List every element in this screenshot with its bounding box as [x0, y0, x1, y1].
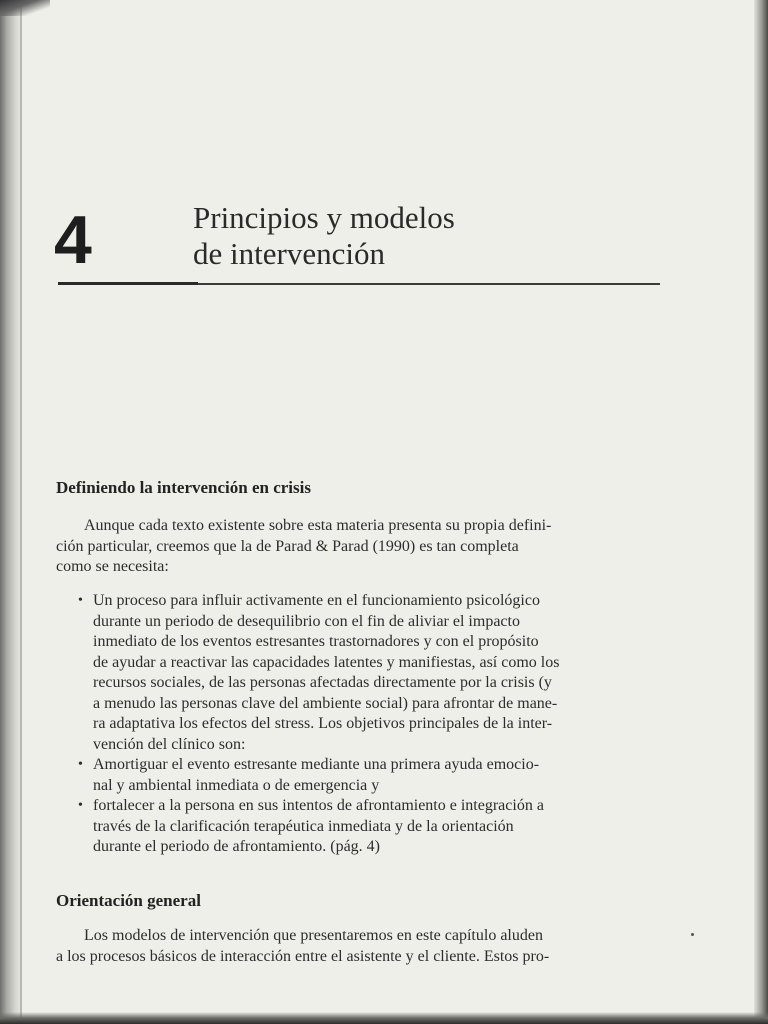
paragraph-line: Aunque cada texto existente sobre esta materia presenta su propia defini- [84, 517, 552, 534]
chapter-title-line: de intervención [193, 236, 385, 271]
title-rule-accent [58, 282, 198, 285]
bullet-line: • Un proceso para influir activamente en el funcionamiento psicológico [93, 592, 540, 609]
bullet-item [76, 591, 672, 755]
paragraph-line: a los procesos básicos de interacción entre el asistente y el cliente. Estos pro- [56, 947, 550, 965]
bullet-line: durante el periodo de afrontamiento. (pág. 4) [93, 838, 380, 855]
page-bottom-edge-shadow [0, 1012, 768, 1024]
bullet-line: • Amortiguar el evento estresante mediante una primera ayuda emocio- [93, 756, 540, 773]
bullet-line: ra adaptativa los efectos del stress. Los objetivos principales de la inter- [93, 715, 553, 732]
intro-paragraph [56, 516, 672, 578]
bullet-line: recursos sociales, de las personas afectadas directamente por la crisis (y [93, 674, 552, 691]
scan-speck [691, 933, 694, 936]
page-left-edge-shadow [0, 0, 22, 1024]
binding-line [20, 0, 22, 1024]
bullet-line: vención del clínico son: [93, 735, 246, 753]
bullet-line: través de la clarificación terapéutica inmediata y de la orientación [93, 817, 514, 835]
bullet-line: inmediato de los eventos estresantes trastornadores y con el propósito [93, 633, 539, 650]
section-heading-orientacion: Orientación general [56, 891, 201, 910]
bullet-line: nal y ambiental inmediata o de emergencia y [93, 776, 380, 794]
paragraph-line: ción particular, creemos que la de Parad & Parad (1990) es tan completa [56, 537, 519, 555]
bullet-item [76, 796, 672, 858]
bullet-line: • fortalecer a la persona en sus intentos de afrontamiento e integración a [93, 797, 544, 814]
page-right-edge-shadow [754, 0, 768, 1024]
paragraph-line: como se necesita: [56, 558, 169, 575]
chapter-title-line: Principios y modelos [193, 200, 455, 235]
top-corner-shadow [0, 0, 50, 16]
paragraph-line: Los modelos de intervención que presentaremos en este capítulo aluden [84, 927, 543, 944]
chapter-title [193, 200, 455, 272]
bullet-line: durante un periodo de desequilibrio con el fin de aliviar el impacto [93, 612, 520, 630]
section-heading-definiendo: Definiendo la intervención en crisis [56, 478, 311, 497]
body-paragraph [56, 926, 672, 967]
bullet-line: de ayudar a reactivar las capacidades latentes y manifiestas, así como los [93, 653, 560, 671]
bullet-item [76, 755, 672, 796]
definition-bullet-list [76, 591, 672, 858]
bullet-line: a menudo las personas clave del ambiente social) para afrontar de mane- [93, 694, 558, 712]
chapter-number: 4 [54, 202, 92, 278]
